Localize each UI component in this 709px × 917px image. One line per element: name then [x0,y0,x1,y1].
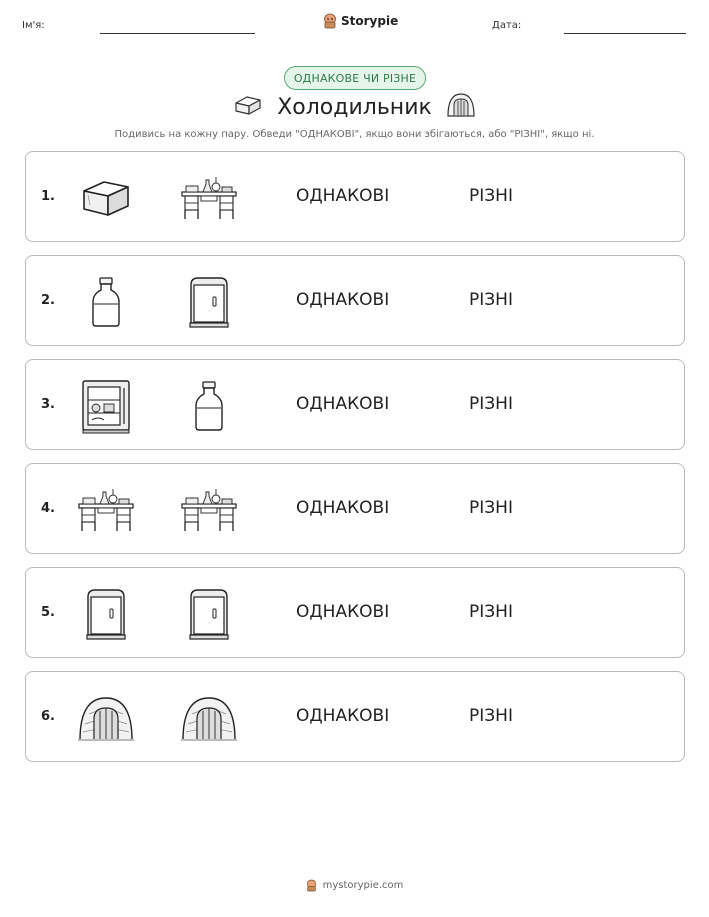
title-row [0,92,709,122]
date-field[interactable] [564,33,686,34]
instructions: Подивись на кожну пару. Обведи "ОДНАКОВІ", якщо вони збігаються, або "РІЗНІ", якщо ні. [114,129,595,140]
question-row [25,255,685,346]
footer-link[interactable]: mystorypie.com [322,880,404,891]
left-picture [76,586,136,642]
same-option[interactable]: ОДНАКОВІ [296,706,390,726]
question-number: 5. [41,605,55,620]
question-number: 4. [41,501,55,516]
question-number: 2. [41,293,55,308]
name-field[interactable] [100,33,255,34]
brand-name: Storypie [341,14,399,28]
igloo-icon [180,694,238,742]
different-option[interactable]: РІЗНІ [469,498,513,518]
page-title: Холодильник [277,94,432,120]
milk-bottle-icon [89,276,123,328]
different-option[interactable]: РІЗНІ [469,602,513,622]
mini-fridge-icon [187,587,231,641]
left-picture [76,378,136,434]
different-option[interactable]: РІЗНІ [469,186,513,206]
date-label: Дата: [492,20,522,31]
question-row [25,151,685,242]
igloo-icon [446,92,476,122]
ice-block-icon [233,94,263,120]
name-label: Ім'я: [22,20,45,31]
left-picture [76,274,136,330]
mini-fridge-icon [187,275,231,329]
different-option[interactable]: РІЗНІ [469,290,513,310]
same-option[interactable]: ОДНАКОВІ [296,498,390,518]
question-row [25,671,685,762]
right-picture [179,274,239,330]
right-picture [179,690,239,746]
same-option[interactable]: ОДНАКОВІ [296,186,390,206]
right-picture [179,378,239,434]
same-option[interactable]: ОДНАКОВІ [296,394,390,414]
same-option[interactable]: ОДНАКОВІ [296,290,390,310]
right-picture [179,586,239,642]
ice-block-icon [78,177,134,219]
storypie-mascot-icon [306,879,317,892]
milk-bottle-icon [192,380,226,432]
question-number: 6. [41,709,55,724]
question-row [25,359,685,450]
question-number: 3. [41,397,55,412]
mini-fridge-icon [84,587,128,641]
question-row [25,567,685,658]
lab-desk-icon [179,486,239,534]
question-number: 1. [41,189,55,204]
same-option[interactable]: ОДНАКОВІ [296,602,390,622]
different-option[interactable]: РІЗНІ [469,706,513,726]
question-row [25,463,685,554]
lab-desk-icon [179,174,239,222]
igloo-icon [77,694,135,742]
different-option[interactable]: РІЗНІ [469,394,513,414]
right-picture [179,170,239,226]
worksheet-type-badge: ОДНАКОВЕ ЧИ РІЗНЕ [284,66,426,90]
open-fridge-icon [80,378,132,434]
left-picture [76,482,136,538]
storypie-mascot-icon [323,13,337,29]
footer [0,879,709,892]
left-picture [76,170,136,226]
brand-logo [323,13,398,29]
left-picture [76,690,136,746]
right-picture [179,482,239,538]
lab-desk-icon [76,486,136,534]
